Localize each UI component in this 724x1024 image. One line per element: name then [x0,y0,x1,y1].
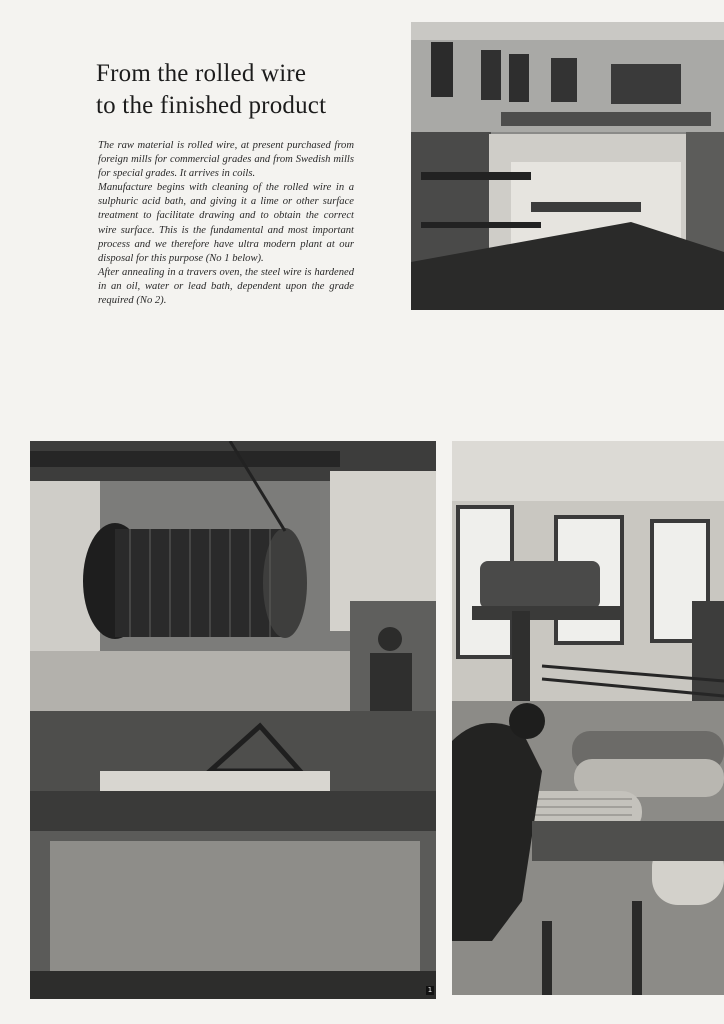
page-title [96,58,396,122]
paragraph-raw-material: The raw material is rolled wire, at present purchased from foreign mills for commercial grades and from Swedish mills for special grades. It arrives in coils. [98,140,354,180]
paragraph-annealing: After annealing in a travers oven, the steel wire is hardened in an oil, water or lead bath, dependent upon the grade required (No 2). [98,266,354,307]
paragraph-manufacture: Manufacture begins with cleaning of the rolled wire in a sulphuric acid bath, and giving it a lime or other surface treatment to facilitate drawing and to obtain the correct wire surface. This is the fundamental and most important process and we therefore have ultra modern plant at our disposal for this purpose (No 1 below). [98,182,354,264]
title-line-1: From the rolled wire [96,60,307,87]
photo-wire-coil-bath [30,441,436,999]
photo-annealing-oven [411,22,724,310]
title-line-2: to the finished product [96,92,327,119]
photo-wire-rolls-machine [452,441,724,995]
intro-text [98,139,354,308]
photo-number-badge: 1 [427,986,433,994]
